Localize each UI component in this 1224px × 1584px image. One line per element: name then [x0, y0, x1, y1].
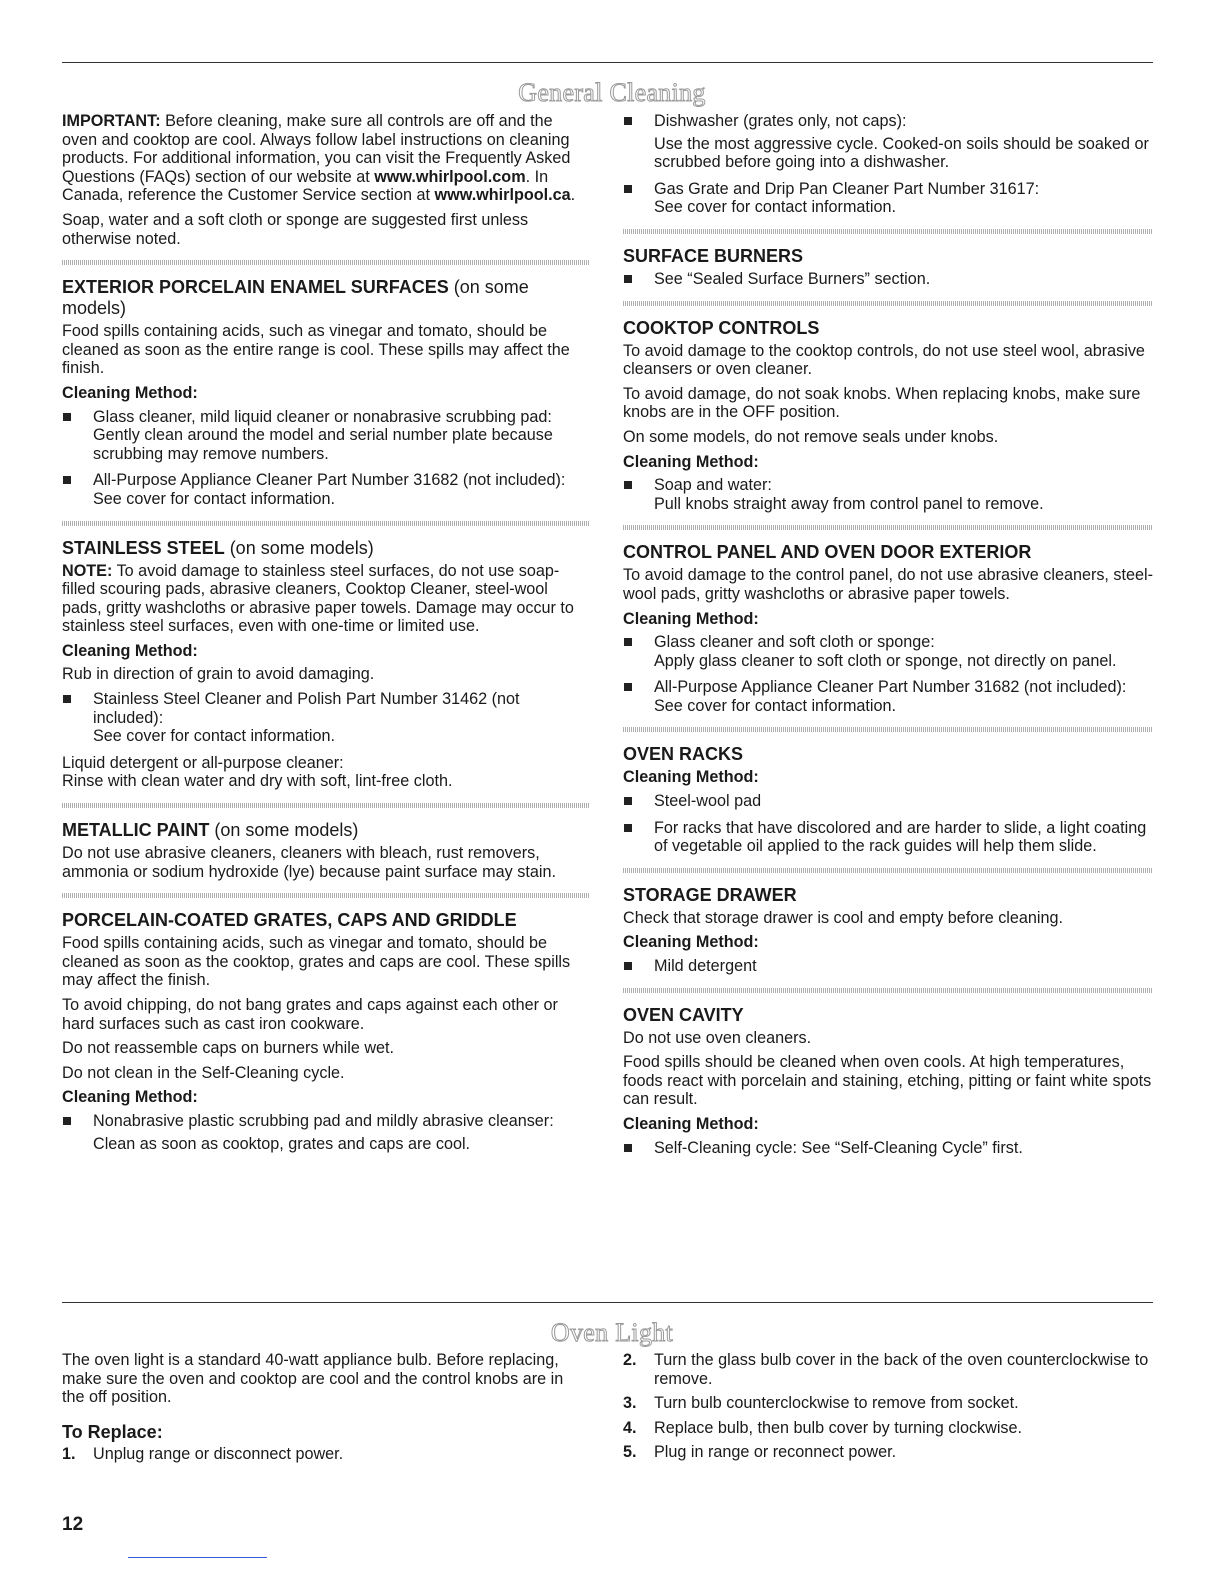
list-item-text: Dishwasher (grates only, not caps): — [654, 112, 907, 130]
oven-light-right-column — [623, 1351, 1153, 1468]
section-divider — [62, 893, 590, 898]
liquid-line-1: Liquid detergent or all-purpose cleaner: — [62, 753, 344, 772]
list-item-subtext: Apply glass cleaner to soft cloth or sponge, not directly on panel. — [654, 651, 1117, 670]
step-number: 4. — [623, 1418, 637, 1437]
list-item-text: See “Sealed Surface Burners” section. — [654, 269, 931, 288]
list-item-text: Stainless Steel Cleaner and Polish Part Number 31462 (not included): — [93, 690, 520, 727]
list-item-text: All-Purpose Appliance Cleaner Part Number 31682 (not included): — [654, 678, 1127, 697]
rub-text: Rub in direction of grain to avoid damaging. — [62, 665, 375, 684]
cleaning-method-label: Cleaning Method: — [623, 452, 759, 471]
important-text-c: . — [570, 186, 576, 205]
controls-p1: To avoid damage to the cooktop controls, do not use steel wool, abrasive cleansers or oven cleaner. — [623, 341, 1145, 379]
heading-control-panel: CONTROL PANEL AND OVEN DOOR EXTERIOR — [623, 542, 1032, 563]
cavity-p1: Do not use oven cleaners. — [623, 1028, 812, 1047]
grates-p2: To avoid chipping, do not bang grates and caps against each other or hard surfaces such as cast iron cookware. — [62, 996, 558, 1033]
list-item — [623, 957, 1153, 976]
step-item — [623, 1394, 1153, 1413]
controls-p3: On some models, do not remove seals under knobs. — [623, 427, 999, 446]
right-column — [623, 112, 1153, 1165]
cleaning-method-label: Cleaning Method: — [62, 383, 198, 402]
list-item-text: Self-Cleaning cycle: See “Self-Cleaning Cycle” first. — [654, 1138, 1023, 1157]
grates-p4: Do not clean in the Self-Cleaning cycle. — [62, 1063, 345, 1082]
list-item — [623, 112, 1153, 131]
step-item — [623, 1419, 1153, 1438]
step-number: 5. — [623, 1443, 637, 1462]
grates-p3: Do not reassemble caps on burners while wet. — [62, 1039, 395, 1058]
section-divider — [623, 727, 1153, 732]
section-title-oven-light: Oven Light — [550, 1318, 674, 1347]
important-text-b: . In Canada, reference the Customer Service section at — [62, 167, 549, 205]
list-item — [623, 819, 1153, 856]
list-item-text: Soap and water: — [654, 476, 772, 495]
soap-note: Soap, water and a soft cloth or sponge are suggested first unless otherwise noted. — [62, 210, 529, 248]
list-item — [62, 690, 590, 746]
top-rule — [62, 62, 1153, 63]
list-item-text: Glass cleaner, mild liquid cleaner or nonabrasive scrubbing pad: — [93, 407, 552, 426]
list-item-text: Mild detergent — [654, 957, 757, 976]
drawer-p1: Check that storage drawer is cool and empty before cleaning. — [623, 908, 1064, 927]
heading-oven-cavity: OVEN CAVITY — [623, 1004, 744, 1025]
list-item — [623, 180, 1153, 217]
heading-porcelain-grates: PORCELAIN-COATED GRATES, CAPS AND GRIDDLE — [62, 910, 517, 931]
heading-metallic-paint — [62, 820, 590, 841]
heading-storage-drawer: STORAGE DRAWER — [623, 884, 797, 905]
step-number: 1. — [62, 1445, 76, 1464]
list-item-subtext: Pull knobs straight away from control panel to remove. — [654, 494, 1044, 513]
heading-stainless-steel — [62, 538, 590, 559]
list-item-text: Glass cleaner and soft cloth or sponge: — [654, 633, 935, 652]
list-item — [623, 476, 1153, 513]
heading-stainless-suffix: (on some models) — [224, 537, 374, 558]
list-item-text: For racks that have discolored and are harder to slide, a light coating of vegetable oil applied to the rack guides will help them slide. — [654, 818, 1147, 856]
oven-light-rule — [62, 1302, 1153, 1303]
left-column — [62, 112, 590, 1159]
liquid-detergent-text — [62, 754, 590, 791]
step-item — [62, 1445, 590, 1464]
section-divider — [62, 803, 590, 808]
list-item-subtext: Clean as soon as cooktop, grates and caps are cool. — [93, 1134, 471, 1153]
list-item-subtext: See cover for contact information. — [93, 727, 336, 746]
cleaning-method-label: Cleaning Method: — [623, 933, 759, 952]
step-text: Plug in range or reconnect power. — [654, 1443, 897, 1462]
grates-p1: Food spills containing acids, such as vinegar and tomato, should be cleaned as soon as the cooktop, grates and caps are cool. These spills may affect the finish. — [62, 934, 571, 990]
bottom-blue-line — [128, 1557, 267, 1558]
list-item-subtext: Use the most aggressive cycle. Cooked-on soils should be soaked or scrubbed before going into a dishwasher. — [654, 134, 1149, 172]
important-label: IMPORTANT: — [62, 112, 161, 130]
section-divider — [62, 521, 590, 526]
list-item — [623, 633, 1153, 670]
list-item-subtext: Gently clean around the model and serial number plate because scrubbing may remove numbers. — [93, 426, 553, 463]
section-divider — [623, 988, 1153, 993]
cleaning-method-label: Cleaning Method: — [62, 641, 198, 660]
controls-p2: To avoid damage, do not soak knobs. When replacing knobs, make sure knobs are in the OFF position. — [623, 384, 1141, 422]
section-divider — [623, 301, 1153, 306]
list-item-text: Nonabrasive plastic scrubbing pad and mildly abrasive cleanser: — [93, 1111, 554, 1130]
list-item — [623, 270, 1153, 289]
heading-cooktop-controls: COOKTOP CONTROLS — [623, 317, 820, 338]
step-text: Unplug range or disconnect power. — [93, 1445, 344, 1464]
cavity-p2: Food spills should be cleaned when oven cools. At high temperatures, foods react with porcelain and staining, etching, pitting or faint white spots can result. — [623, 1053, 1152, 1109]
important-text-a: Before cleaning, make sure all controls are off and the oven and cooktop are cool. Always follow label instructions on cleaning products. For additional information, you can visit the Frequently Asked Questions (FAQs) section of our website at — [62, 112, 571, 186]
section-divider — [62, 260, 590, 265]
step-number: 3. — [623, 1394, 637, 1413]
heading-metallic-main: METALLIC PAINT — [62, 820, 210, 841]
oven-light-intro: The oven light is a standard 40-watt appliance bulb. Before replacing, make sure the oven and cooktop are cool and the control knobs are in the off position. — [62, 1351, 564, 1407]
cleaning-method-label: Cleaning Method: — [62, 1088, 198, 1107]
section-divider — [623, 868, 1153, 873]
list-item-text: All-Purpose Appliance Cleaner Part Number 31682 (not included): — [93, 471, 566, 490]
panel-p1: To avoid damage to the control panel, do not use abrasive cleaners, steel-wool pads, gritty washcloths or abrasive paper towels. — [623, 566, 1154, 603]
page-number: 12 — [62, 1514, 84, 1535]
exterior-text: Food spills containing acids, such as vinegar and tomato, should be cleaned as soon as the entire range is cool. These spills may affect the finish. — [62, 322, 570, 378]
important-paragraph — [62, 112, 590, 205]
cleaning-method-label: Cleaning Method: — [623, 768, 759, 787]
step-number: 2. — [623, 1351, 637, 1369]
list-item-subtext: See cover for contact information. — [654, 696, 897, 715]
list-item — [62, 471, 590, 508]
list-item — [62, 408, 590, 464]
step-item — [623, 1443, 1153, 1462]
step-text: Turn the glass bulb cover in the back of the oven counterclockwise to remove. — [654, 1351, 1149, 1388]
link-whirlpool-com[interactable]: www.whirlpool.com — [374, 167, 526, 186]
heading-surface-burners: SURFACE BURNERS — [623, 245, 804, 266]
stainless-note — [62, 562, 590, 636]
heading-exterior-porcelain — [62, 277, 590, 319]
section-divider — [623, 525, 1153, 530]
metallic-text: Do not use abrasive cleaners, cleaners with bleach, rust removers, ammonia or sodium hydroxide (lye) because paint surface may stain. — [62, 844, 556, 881]
heading-exterior-suffix: (on some models) — [62, 277, 529, 319]
oven-light-left-column — [62, 1351, 590, 1470]
note-label: NOTE: — [62, 561, 113, 580]
list-item — [623, 678, 1153, 715]
heading-stainless-main: STAINLESS STEEL — [62, 537, 225, 558]
cleaning-method-label: Cleaning Method: — [623, 1115, 759, 1133]
section-title-general-cleaning: General Cleaning — [518, 78, 706, 107]
step-text: Replace bulb, then bulb cover by turning clockwise. — [654, 1418, 1023, 1437]
heading-exterior-main: EXTERIOR PORCELAIN ENAMEL SURFACES — [62, 277, 449, 298]
list-item-text: Gas Grate and Drip Pan Cleaner Part Number 31617: — [654, 179, 1040, 198]
to-replace-heading: To Replace: — [62, 1421, 163, 1442]
list-item — [62, 1112, 590, 1131]
liquid-line-2: Rinse with clean water and dry with soft, lint-free cloth. — [62, 772, 453, 791]
heading-oven-racks: OVEN RACKS — [623, 744, 744, 765]
section-divider — [623, 229, 1153, 234]
heading-metallic-suffix: (on some models) — [209, 820, 359, 841]
step-item — [623, 1351, 1153, 1388]
list-item — [623, 1139, 1153, 1158]
list-item — [623, 792, 1153, 811]
list-item-subtext: See cover for contact information. — [654, 198, 897, 217]
step-text: Turn bulb counterclockwise to remove from socket. — [654, 1394, 1019, 1413]
link-whirlpool-ca[interactable]: www.whirlpool.ca — [434, 186, 571, 205]
list-item-subtext: See cover for contact information. — [93, 489, 336, 508]
list-item-text: Steel-wool pad — [654, 792, 762, 811]
note-text: To avoid damage to stainless steel surfaces, do not use soap-filled scouring pads, abrasive cleaners, Cooktop Cleaner, steel-wool pads, gritty washcloths or abrasive paper towels. Damage may occur to stainless steel surfaces, even with one-time or limited use. — [62, 561, 574, 636]
cleaning-method-label: Cleaning Method: — [623, 609, 759, 628]
